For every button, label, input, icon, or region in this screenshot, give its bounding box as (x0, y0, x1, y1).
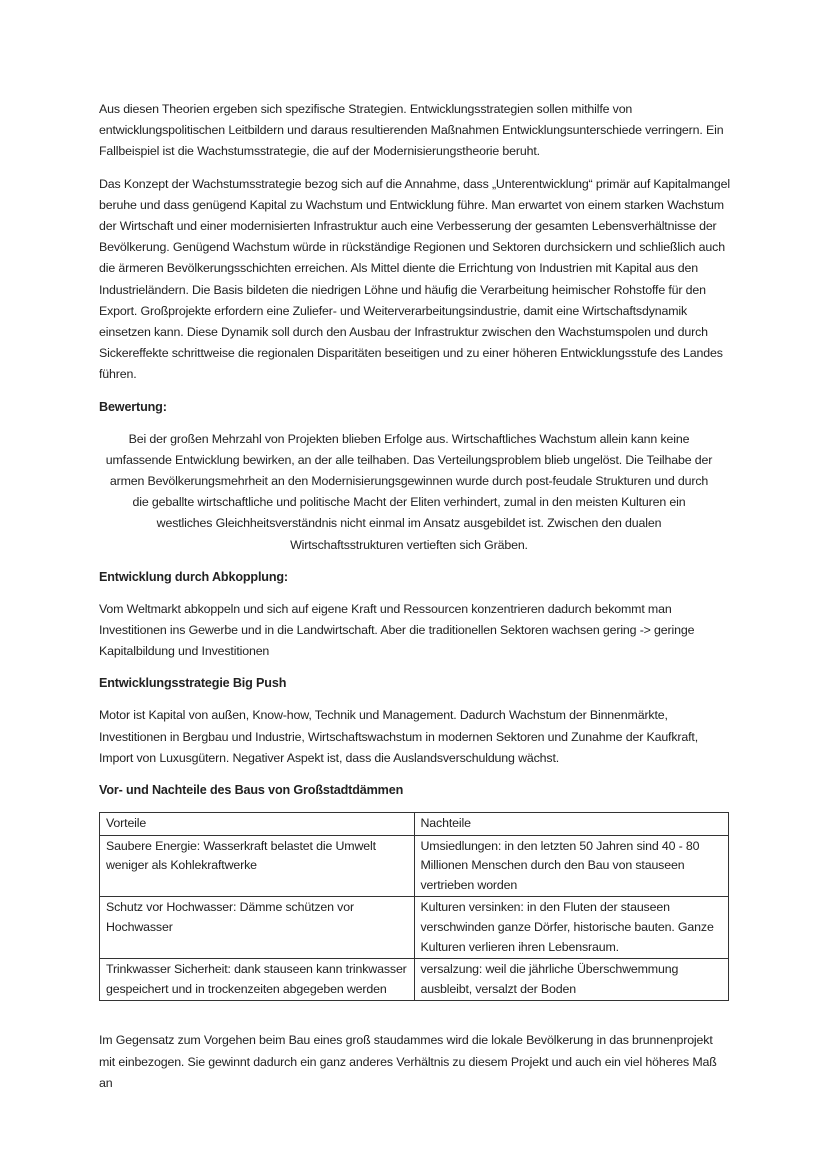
table-cell-contra: Kulturen versinken: in den Fluten der stauseen verschwinden ganze Dörfer, historische bauten. Ganze Kulturen verlieren ihren Lebensraum. (414, 897, 729, 959)
closing-paragraph: Im Gegensatz zum Vorgehen beim Bau eines groß staudammes wird die lokale Bevölkerung in das brunnenprojekt mit einbezogen. Sie gewinnt dadurch ein ganz anderes Verhältnis zu diesem Projekt und auch ein viel höheres Maß an (99, 1033, 717, 1090)
decoupling-heading: Entwicklung durch Abkopplung: (99, 569, 288, 584)
pros-cons-table (99, 812, 729, 1001)
table-header-row (100, 813, 729, 836)
table-row (100, 959, 729, 1001)
evaluation-heading: Bewertung: (99, 399, 167, 414)
big-push-paragraph: Motor ist Kapital von außen, Know-how, Technik und Management. Dadurch Wachstum der Binnenmärkte, Investitionen in Bergbau und Industrie, Wirtschaftswachstum in modernen Sektoren und Zunahme der Kaufkraft, Import von Luxusgütern. Negativer Aspekt ist, dass die Auslandsverschuldung wächst. (99, 708, 698, 765)
table-cell-contra: versalzung: weil die jährliche Überschwemmung ausbleibt, versalzt der Boden (414, 959, 729, 1001)
table-cell-pro: Saubere Energie: Wasserkraft belastet die Umwelt weniger als Kohlekraftwerke (100, 835, 415, 897)
table-cell-pro: Trinkwasser Sicherheit: dank stauseen kann trinkwasser gespeichert und in trockenzeiten abgegeben werden (100, 959, 415, 1001)
document-body (99, 99, 731, 1105)
table-row (100, 897, 729, 959)
table-cell-contra: Umsiedlungen: in den letzten 50 Jahren sind 40 - 80 Millionen Menschen durch den Bau von stauseen vertrieben worden (414, 835, 729, 897)
big-push-heading: Entwicklungsstrategie Big Push (99, 676, 287, 691)
growth-strategy-paragraph: Das Konzept der Wachstumsstrategie bezog sich auf die Annahme, dass „Unterentwicklung“ primär auf Kapitalmangel beruhe und dass genügend Kapital zu Wachstum und Entwicklung führe. Man erwartet von einem starken Wachstum der Wirtschaft und einer modernisierten Infrastruktur auch eine Verbesserung der gesamten Lebensverhältnisse der Bevölkerung. Genügend Wachstum würde in rückständige Regionen und Sektoren durchsickern und schließlich auch die ärmeren Bevölkerungsschichten erreichen. Als Mittel diente die Errichtung von Industrien mit Kapital aus den Industrieländern. Die Basis bildeten die niedrigen Löhne und häufig die Verarbeitung heimischer Rohstoffe für den Export. Großprojekte erfordern eine Zuliefer- und Weiterverarbeitungsindustrie, damit eine Wirtschaftsdynamik einsetzen kann. Diese Dynamik soll durch den Ausbau der Infrastruktur zwischen den Wachstumspolen und durch Sickereffekte schrittweise die regionalen Disparitäten beseitigen und zu einer höheren Entwicklungsstufe des Landes führen. (99, 176, 730, 382)
column-header-cons: Nachteile (414, 813, 729, 836)
dams-table-heading: Vor- und Nachteile des Baus von Großstadtdämmen (99, 783, 404, 798)
evaluation-paragraph: Bei der großen Mehrzahl von Projekten blieben Erfolge aus. Wirtschaftliches Wachstum allein kann keine umfassende Entwicklung bewirken, an der alle teilhaben. Das Verteilungsproblem blieb ungelöst. Die Teilhabe der armen Bevölkerungsmehrheit an den Modernisierungsgewinnen wurde durch post-feudale Strukturen und durch die geballte wirtschaftliche und politische Macht der Eliten verhindert, zumal in den meisten Kulturen ein westliches Gleichheitsverständnis nicht einmal im Ansatz ausgebildet ist. Zwischen den dualen Wirtschaftsstrukturen vertieften sich Gräben. (105, 431, 713, 552)
intro-paragraph: Aus diesen Theorien ergeben sich spezifische Strategien. Entwicklungsstrategien sollen mithilfe von entwicklungspolitischen Leitbildern und daraus resultierenden Maßnahmen Entwicklungsunterschiede verringern. Ein Fallbeispiel ist die Wachstumsstrategie, die auf der Modernisierungstheorie beruht. (99, 102, 724, 159)
table-row (100, 835, 729, 897)
column-header-pros: Vorteile (100, 813, 415, 836)
table-cell-pro: Schutz vor Hochwasser: Dämme schützen vor Hochwasser (100, 897, 415, 959)
decoupling-paragraph: Vom Weltmarkt abkoppeln und sich auf eigene Kraft und Ressourcen konzentrieren dadurch bekommt man Investitionen ins Gewerbe und in die Landwirtschaft. Aber die traditionellen Sektoren wachsen gering -> geringe Kapitalbildung und Investitionen (99, 601, 695, 659)
